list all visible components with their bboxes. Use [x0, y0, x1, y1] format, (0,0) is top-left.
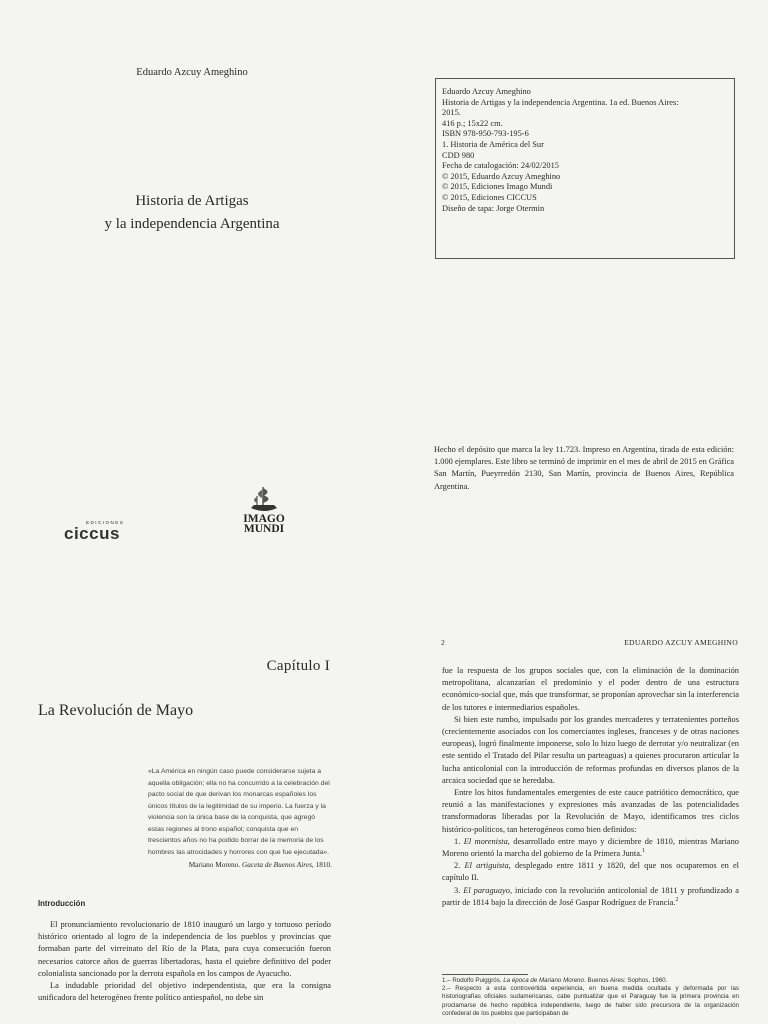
list-item: 3. El paraguayo, iniciado con la revolución anticolonial de 1811 y profundizado a partir de 1814 bajo la dirección de José Gaspar Rodríguez de Francia.$^2$	[442, 885, 740, 907]
footnote	[442, 977, 739, 985]
footnote-text: 1.– Rodolfo Puiggrós.	[442, 977, 504, 984]
footnote-ref[interactable]: 1	[642, 848, 646, 855]
legal-deposit-note: Hecho el depósito que marca la ley 11.723. Impreso en Argentina, tirada de esta edición: 1.000 ejemplares. Este libro se terminó de imprimir en el mes de abril de 2015 en Gráfica San Martín, Pueyrredón 2130, San Martín, provincia de Buenos Aires, República Argentina.	[434, 445, 735, 491]
cip-line: ISBN 978-950-793-195-6	[442, 129, 529, 139]
paragraph: La indudable prioridad del objetivo independentista, que era la consigna unificadora del heterogéneo frente político antiespañol, no debe sin	[38, 981, 331, 1003]
imago-logo-line2: MUNDI	[243, 523, 285, 535]
galleon-icon	[247, 484, 281, 514]
section-heading: Introducción	[38, 899, 86, 908]
item-emphasis: El artiguista	[464, 861, 509, 871]
paragraph: Si bien este rumbo, impulsado por los grandes mercaderes y terratenientes porteños (crecientemente asociados con los comerciantes ingleses, franceses y de otras naciones europeas), logró finalmente imponerse, solo lo hizo luego de derrotar y/o neutralizar (en este sentido el Tratado del Pilar resulta un parteaguas) a quienes procuraron articular la lucha anticolonial con la introducción de reformas profundas en diversos planos de la arcaica sociedad que se heredaba.	[442, 714, 739, 785]
book-title-line1: Historia de Artigas	[135, 193, 249, 209]
footnotes	[442, 977, 739, 1018]
paragraph: fue la respuesta de los grupos sociales que, con la eliminación de la dominación metropolitana, alcanzarían el predominio y el poder dentro de una estructura económico-social que, más que transformar, se proponían aprovechar sin la interferencia de los tutores e intermediarios españoles.	[442, 666, 739, 712]
epigraph-year: , 1810.	[311, 860, 332, 869]
body-text	[38, 919, 331, 1004]
item-text: , desarrollado entre mayo y diciembre de 1810, mientras Mariano Moreno orientó la marcha del gobierno de la Primera Junta.	[442, 836, 739, 859]
footnote-title: La época de Mariano Moreno	[503, 977, 585, 984]
paragraph: Entre los hitos fundamentales emergentes de este cauce patriótico democrático, que reunió a las manifestaciones y expresiones más avanzadas de las potencialidades transformadoras liberadas por la Revolución de Mayo, identificamos tres ciclos histórico-políticos, tan heterogéneos como bien definidos:	[442, 788, 739, 834]
footnote-ref[interactable]: 2	[675, 897, 679, 904]
epigraph-source: Gaceta de Buenos Aires	[242, 860, 312, 869]
page-half-title	[0, 0, 384, 606]
running-head-author: EDUARDO AZCUY AMEGHINO	[624, 638, 738, 647]
body-text	[442, 665, 739, 909]
cip-line: 2015.	[442, 108, 461, 118]
ciccus-logo-sub: EDICIONES	[86, 520, 125, 525]
cip-line: Fecha de catalogación: 24/02/2015	[442, 161, 559, 171]
epigraph-author: Mariano Moreno.	[188, 860, 241, 869]
cip-line: 1. Historia de América del Sur	[442, 139, 544, 149]
cip-line: Diseño de tapa: Jorge Otermin	[442, 203, 545, 213]
page-two	[384, 606, 768, 1024]
page-number: 2	[441, 638, 446, 647]
ciccus-logo	[64, 520, 144, 544]
item-emphasis: El morenista	[463, 836, 508, 846]
item-text: , desplegado entre 1811 y 1820, del que nos ocuparemos en el capítulo II.	[442, 861, 739, 883]
epigraph-quote: «La América en ningún caso puede considerarse sujeta a aquella obligación; ella no ha concurrido a la celebración del pacto social de que derivan los monarcas españoles los únicos títulos de la legitimidad de su imperio. La fuerza y la violencia son la única base de la conquista, que agregó estas regiones al trono español; conquista que en trescientos años no ha podido borrar de la memoria de los hombres las atrocidades y horrores con que fue ejecutada».	[148, 768, 330, 856]
cip-line: © 2015, Ediciones CICCUS	[442, 192, 537, 202]
cip-line: 416 p.; 15x22 cm.	[442, 118, 503, 128]
imago-mundi-logo	[232, 484, 296, 540]
page-chapter-one	[0, 606, 384, 1024]
book-title-line2: y la independencia Argentina	[104, 216, 280, 232]
footnote: 2.– Respecto a esta controvertida experiencia, en buena medida ocultada y deformada por las historiografías oficiales sudamericanas, cabe puntualizar que el Paraguay fue la primera provincia en proclamarse de hecho república independiente, luego de haber sido precursora de la organización confederal de los pueblos que participaban de	[442, 985, 739, 1017]
footnote-divider	[442, 974, 528, 975]
cip-line: CDD 980	[442, 150, 475, 160]
item-emphasis: El paraguayo	[463, 885, 510, 895]
chapter-title: La Revolución de Mayo	[38, 702, 194, 719]
page-copyright	[384, 0, 768, 606]
chapter-label: Capítulo I	[266, 658, 330, 674]
imago-logo-line1: IMAGO	[243, 513, 285, 525]
item-text: , iniciado con la revolución anticolonial de 1811 y profundizado a partir de 1814 bajo la dirección de José Gaspar Rodríguez de Francia.	[442, 885, 740, 907]
cip-line: Eduardo Azcuy Ameghino	[442, 87, 531, 96]
list-item: 2. El artiguista, desplegado entre 1811 y 1820, del que nos ocuparemos en el capítulo II.	[442, 861, 739, 883]
catalog-record-box	[435, 78, 735, 259]
book-title	[0, 190, 384, 236]
ciccus-logo-text: ciccus	[64, 524, 120, 543]
epigraph-attribution	[148, 860, 332, 869]
cip-line: © 2015, Eduardo Azcuy Ameghino	[442, 171, 561, 181]
cip-line: © 2015, Ediciones Imago Mundi	[442, 182, 553, 192]
list-item: 1. El morenista, desarrollado entre mayo y diciembre de 1810, mientras Mariano Moreno orientó la marcha del gobierno de la Primera Junta.$^1$	[442, 836, 739, 859]
footnote-text: . Buenos Aires: Sophos, 1960.	[584, 977, 668, 984]
author-name: Eduardo Azcuy Ameghino	[136, 67, 248, 78]
paragraph: El pronunciamiento revolucionario de 1810 inauguró un largo y tortuoso período histórico orientado al logro de la independencia de los pueblos y provincias que formaban parte del virreinato del Río de la Plata, para cuya consecución fueron necesarios catorce años de guerras libertadoras, hasta el quiebre definitivo del poder colonialista sancionado por la derrota española en los campos de Ayacucho.	[38, 920, 331, 978]
cip-line: Historia de Artigas y la independencia Argentina. 1a ed. Buenos Aires:	[442, 97, 679, 107]
